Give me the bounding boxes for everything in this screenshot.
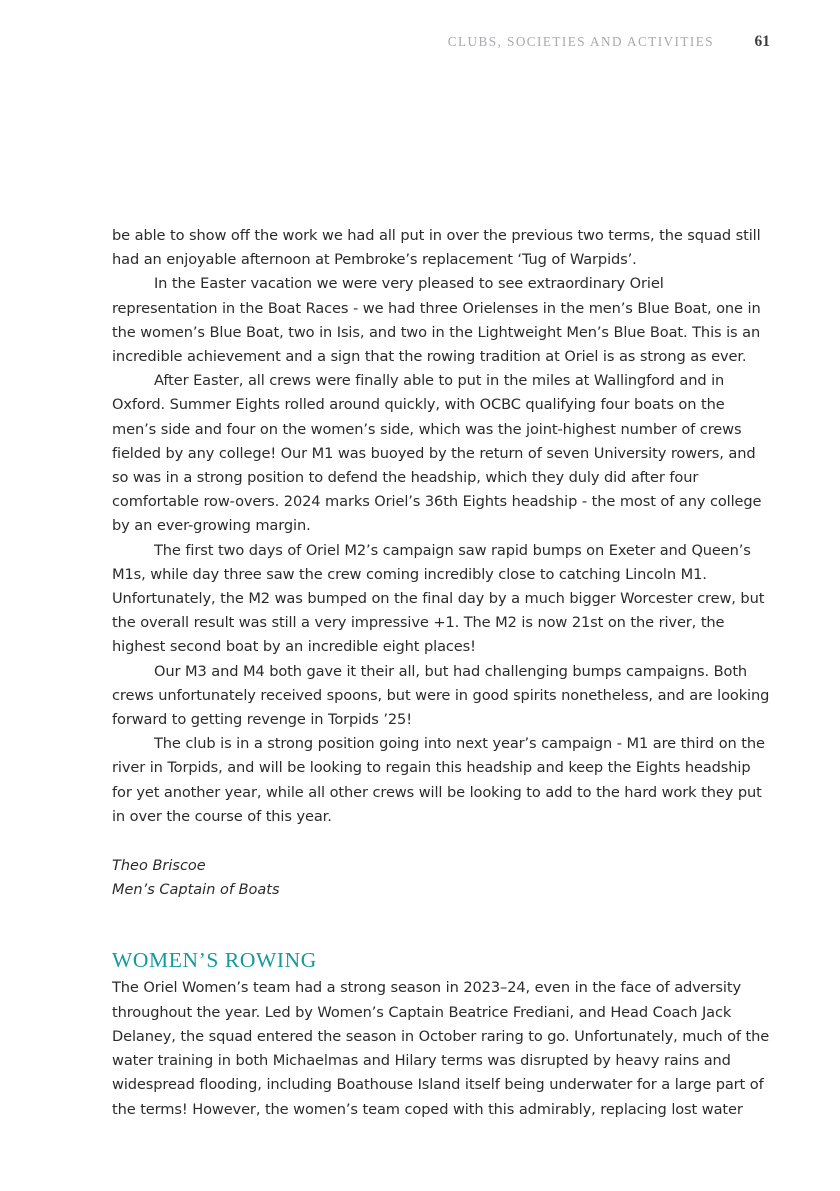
paragraph-womens-rowing-intro: The Oriel Women’s team had a strong season in 2023–24, even in the face of adversity throughout the year. Led by Women’s Captain Beatrice Frediani, and Head Coach Jack Delaney, the squad entered the season in October raring to go. Unfortunately, much of the water training in both Michaelmas and Hilary terms was disrupted by heavy rains and widespread flooding, including Boathouse Island itself being underwater for a large part of the terms! However, the women’s team coped with this admirably, replacing lost water xyxy=(112,979,770,1118)
byline-name: Theo Briscoe xyxy=(112,858,206,875)
running-header-title: CLUBS, SOCIETIES AND ACTIVITIES xyxy=(447,34,714,49)
byline-role: Men’s Captain of Boats xyxy=(112,882,280,899)
paragraph-m3-m4: Our M3 and M4 both gave it their all, but had challenging bumps campaigns. Both crews unfortunately received spoons, but were in good spirits nonetheless, and are looking forward to getting revenge in Torpids ’25! xyxy=(112,662,770,729)
paragraph-m2-campaign: The first two days of Oriel M2’s campaign saw rapid bumps on Exeter and Queen’s M1s, while day three saw the crew coming incredibly close to catching Lincoln M1. Unfortunately, the M2 was bumped on the final day by a much bigger Worcester crew, but the overall result was still a very impressive +1. The M2 is now 21st on the river, the highest second boat by an incredible eight places! xyxy=(112,541,765,656)
section-heading-womens-rowing: WOMEN’S ROWING xyxy=(112,948,317,973)
running-header xyxy=(112,33,770,53)
paragraph-easter-vacation: In the Easter vacation we were very pleased to see extraordinary Oriel representation in the Boat Races - we had three Orielenses in the men’s Blue Boat, one in the women’s Blue Boat, two in Isis, and two in the Lightweight Men’s Blue Boat. This is an incredible achievement and a sign that the rowing tradition at Oriel is as strong as ever. xyxy=(112,275,761,366)
paragraph-after-easter: After Easter, all crews were finally able to put in the miles at Wallingford and in Oxford. Summer Eights rolled around quickly, with OCBC qualifying four boats on the men’s side and four on the women’s side, which was the joint-highest number of crews fielded by any college! Our M1 was buoyed by the return of seven University rowers, and so was in a strong position to defend the headship, which they duly did after four comfortable row-overs. 2024 marks Oriel’s 36th Eights headship - the most of any college by an ever-growing margin. xyxy=(112,372,762,535)
byline xyxy=(112,854,772,902)
text-column xyxy=(112,224,772,1122)
paragraph-club-outlook: The club is in a strong position going into next year’s campaign - M1 are third on the river in Torpids, and will be looking to regain this headship and keep the Eights headship for yet another year, while all other crews will be looking to add to the hard work they put in over the course of this year. xyxy=(112,735,765,825)
page-number: 61 xyxy=(754,33,770,50)
paragraph-continuation: be able to show off the work we had all put in over the previous two terms, the squad still had an enjoyable afternoon at Pembroke’s replacement ‘Tug of Warpids’. xyxy=(112,227,761,269)
